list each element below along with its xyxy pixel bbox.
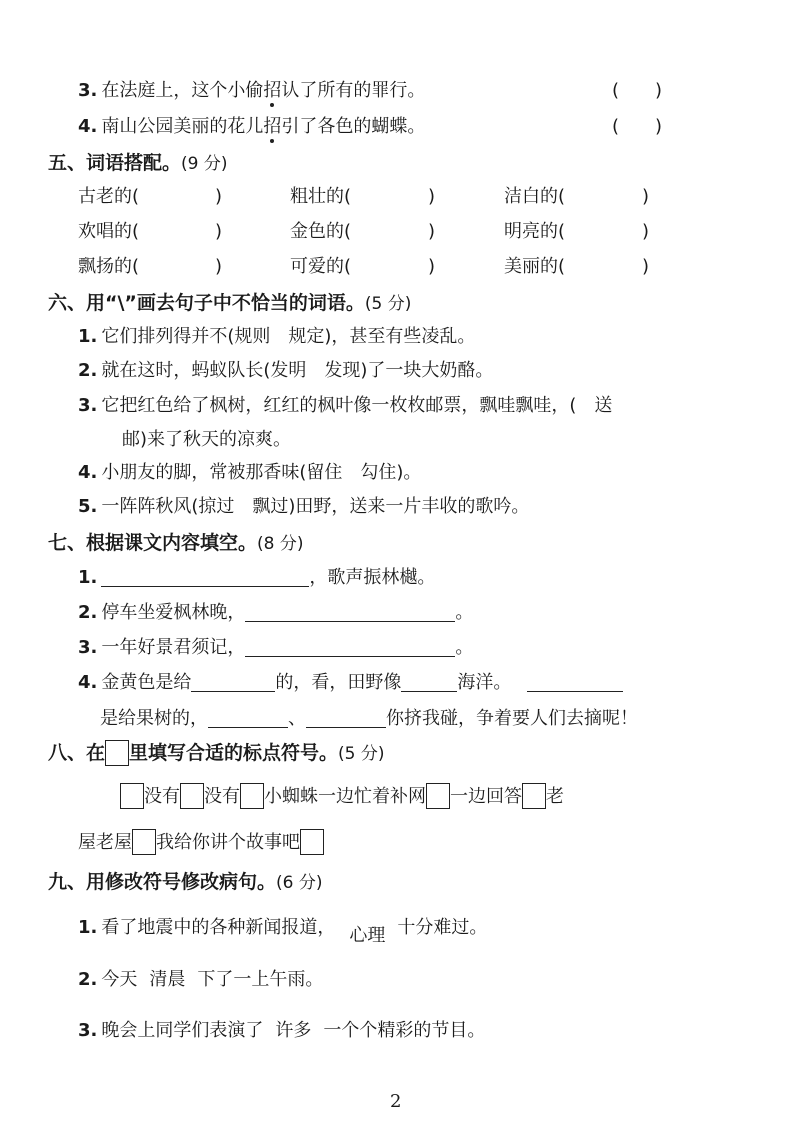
s5-cell: 飘扬的( (78, 256, 140, 277)
s6-item: 5. 一阵阵秋风(掠过 飘过)田野，送来一片丰收的歌吟。 (78, 496, 530, 517)
s9-q3: 3. 晚会上同学们表演了 许多 一个个精彩的节目。 (78, 1020, 486, 1041)
s9-q2: 2. 今天 清晨 下了一上午雨。 (78, 969, 324, 990)
punctuation-box[interactable] (300, 829, 324, 855)
s5-close: ) (642, 186, 650, 207)
s5-cell: 金色的( (290, 221, 352, 242)
emphasis-dot-char: 招 (263, 80, 282, 101)
s7-q4: 4. 金黄色是给 的，看，田野像 海洋。 (78, 670, 623, 696)
s5-cell: 洁白的( (504, 186, 566, 207)
s8-line2: 屋老屋 我给你讲个故事吧 (78, 829, 324, 856)
s5-cell: 明亮的( (504, 221, 566, 242)
fill-blank[interactable] (245, 601, 455, 622)
s6-item: 4. 小朋友的脚，常被那香味(留住 勾住)。 (78, 462, 422, 483)
section-9-title: 九、用修改符号修改病句。(6 分) (48, 871, 323, 893)
fill-blank[interactable] (191, 671, 275, 692)
fill-blank[interactable] (401, 671, 457, 692)
fill-blank[interactable] (208, 707, 288, 728)
fill-blank[interactable] (101, 566, 309, 587)
s7-q2: 2. 停车坐爱枫林晚， 。 (78, 602, 474, 623)
s6-item-continuation: 邮)来了秋天的凉爽。 (122, 429, 292, 450)
s5-cell: 可爱的( (290, 256, 352, 277)
punctuation-box[interactable] (132, 829, 156, 855)
s7-q3: 3. 一年好景君须记， 。 (78, 637, 474, 658)
punctuation-box[interactable] (522, 783, 546, 809)
s6-item: 2. 就在这时，蚂蚁队长(发明 发现)了一块大奶酪。 (78, 360, 494, 381)
punctuation-box[interactable] (240, 783, 264, 809)
s4-q4: 4. 南山公园美丽的花儿招引了各色的蝴蝶。 (78, 116, 426, 137)
s5-close: ) (215, 221, 223, 242)
s5-close: ) (642, 256, 650, 277)
s6-item: 1. 它们排列得并不(规则 规定)，甚至有些凌乱。 (78, 326, 476, 347)
s5-close: ) (428, 256, 436, 277)
s4-q3: 3. 在法庭上，这个小偷招认了所有的罪行。 (78, 80, 426, 101)
fill-blank[interactable] (306, 707, 386, 728)
s7-q4-cont: 是给果树的， 、 你挤我碰，争着要人们去摘呢！ (100, 708, 638, 729)
s5-close: ) (428, 221, 436, 242)
s5-cell: 美丽的( (504, 256, 566, 277)
s5-close: ) (215, 256, 223, 277)
s5-close: ) (642, 221, 650, 242)
s6-item: 3. 它把红色给了枫树，红红的枫叶像一枚枚邮票，飘哇飘哇，( 送 (78, 395, 613, 416)
s4-q4-paren: ( ) (612, 116, 663, 137)
s7-q1: 1. ，歌声振林樾。 (78, 567, 436, 588)
punctuation-box[interactable] (180, 783, 204, 809)
s5-cell: 欢唱的( (78, 221, 140, 242)
fill-blank[interactable] (527, 671, 623, 692)
s5-cell: 古老的( (78, 186, 140, 207)
s5-cell: 粗壮的( (290, 186, 352, 207)
box-sample (105, 740, 129, 766)
s5-close: ) (428, 186, 436, 207)
fill-blank[interactable] (245, 636, 455, 657)
section-5-title: 五、词语搭配。(9 分) (48, 152, 228, 174)
s4-q3-paren: ( ) (612, 80, 663, 101)
s9-q1: 1. 看了地震中的各种新闻报道， 心理 十分难过。 (78, 917, 488, 946)
s8-line1: 没有 没有 小蜘蛛一边忙着补网 一边回答 老 (120, 783, 564, 810)
punctuation-box[interactable] (120, 783, 144, 809)
punctuation-box[interactable] (426, 783, 450, 809)
section-7-title: 七、根据课文内容填空。(8 分) (48, 532, 304, 554)
page-number: 2 (390, 1091, 402, 1112)
section-6-title: 六、用“\”画去句子中不恰当的词语。(5 分) (48, 292, 412, 314)
emphasis-dot-char: 招 (263, 116, 282, 137)
section-8-title: 八、在 里填写合适的标点符号。(5 分) (48, 742, 385, 764)
s5-close: ) (215, 186, 223, 207)
